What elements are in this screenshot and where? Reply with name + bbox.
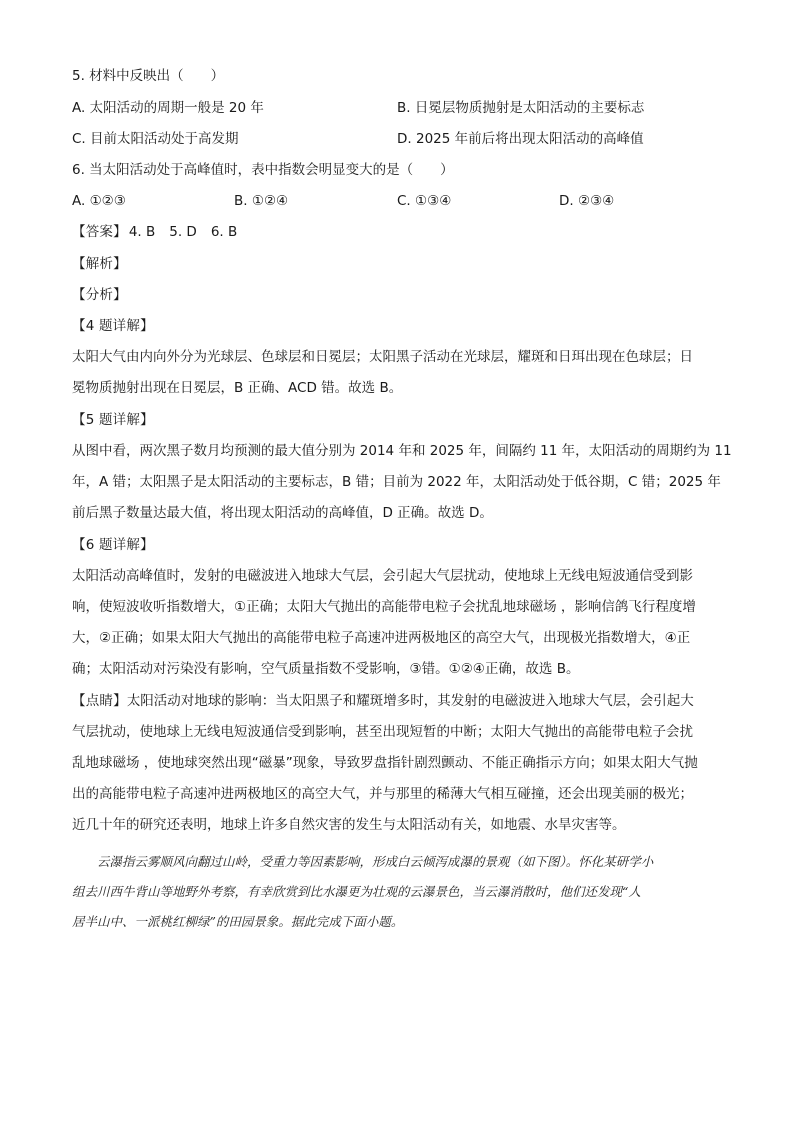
detail-5-line-1: 从图中看，两次黑子数月均预测的最大值分别为 2014 年和 2025 年，间隔约 11 年，太阳活动的周期约为 11 xyxy=(72,443,732,459)
detail-4-line-1: 太阳大气由内向外分为光球层、色球层和日冕层；太阳黑子活动在光球层，耀斑和日珥出现在色球层；日 xyxy=(72,349,693,365)
tip-line-4: 出的高能带电粒子高速冲进两极地区的高空大气，并与那里的稀薄大气相互碰撞，还会出现美丽的极光； xyxy=(72,786,693,802)
answer-item-6: 6. B xyxy=(210,224,238,240)
q6-option-b: B. ①②④ xyxy=(234,193,289,209)
q5-option-d: D. 2025 年前后将出现太阳活动的高峰值 xyxy=(397,131,644,147)
q5-option-c: C. 目前太阳活动处于高发期 xyxy=(72,131,239,147)
detail-6-line-1: 太阳活动高峰值时，发射的电磁波进入地球大气层，会引起大气层扰动，使地球上无线电短波通信受到影 xyxy=(72,568,693,584)
detail-4-label: 【4 题详解】 xyxy=(72,318,154,334)
detail-6-label: 【6 题详解】 xyxy=(72,537,154,553)
q6-option-c: C. ①③④ xyxy=(397,193,452,209)
tip-line-3: 乱地球磁场 ，使地球突然出现“磁暴”现象，导致罗盘指针剧烈颤动、不能正确指示方向；如果太阳大气抛 xyxy=(72,755,698,771)
detail-4-line-2: 冕物质抛射出现在日冕层，B 正确、ACD 错。故选 B。 xyxy=(72,380,403,396)
answer-item-5: 5. D xyxy=(169,224,197,240)
q6-options-row xyxy=(72,191,722,211)
detail-6-line-2: 响，使短波收听指数增大，①正确；太阳大气抛出的高能带电粒子会扰乱地球磁场 ，影响信鸽飞行程度增 xyxy=(72,599,696,615)
detail-5-label: 【5 题详解】 xyxy=(72,412,154,428)
detail-5-line-2: 年，A 错；太阳黑子是太阳活动的主要标志，B 错；目前为 2022 年，太阳活动处于低谷期，C 错；2025 年 xyxy=(72,474,721,490)
q6-option-d: D. ②③④ xyxy=(559,193,615,209)
detail-6-line-3: 大，②正确；如果太阳大气抛出的高能带电粒子高速冲进两极地区的高空大气，出现极光指数增大，④正 xyxy=(72,630,691,646)
tip-line-1 xyxy=(72,691,722,711)
material-line-2: 组去川西牛背山等地野外考察，有幸欣赏到比水瀑更为壮观的云瀑景色，当云瀑消散时，他们还发现“人 xyxy=(72,884,641,899)
q6-stem: 6. 当太阳活动处于高峰值时，表中指数会明显变大的是（ ） xyxy=(72,162,454,178)
tip-line-2: 气层扰动，使地球上无线电短波通信受到影响，甚至出现短暂的中断；太阳大气抛出的高能带电粒子会扰 xyxy=(72,724,693,740)
answer-label: 【答案】 xyxy=(72,224,127,240)
tip-label: 【点睛】 xyxy=(72,693,127,709)
material-line-3: 居半山中、一派桃红柳绿”的田园景象。据此完成下面小题。 xyxy=(72,914,404,929)
answer-line xyxy=(72,222,722,242)
q5-options-row-2 xyxy=(72,129,722,149)
q5-option-a: A. 太阳活动的周期一般是 20 年 xyxy=(72,100,264,116)
q5-options-row-1 xyxy=(72,98,722,118)
q5-stem: 5. 材料中反映出（ ） xyxy=(72,68,225,84)
q6-option-a: A. ①②③ xyxy=(72,193,126,209)
analysis-label: 【解析】 xyxy=(72,256,127,272)
tip-line-5: 近几十年的研究还表明，地球上许多自然灾害的发生与太阳活动有关，如地震、水旱灾害等。 xyxy=(72,817,626,833)
tip-text-1: 太阳活动对地球的影响：当太阳黑子和耀斑增多时，其发射的电磁波进入地球大气层，会引起大 xyxy=(126,693,694,709)
answer-item-4: 4. B xyxy=(128,224,156,240)
detail-6-line-4: 确；太阳活动对污染没有影响，空气质量指数不受影响，③错。①②④正确，故选 B。 xyxy=(72,661,580,677)
detail-5-line-3: 前后黑子数量达最大值，将出现太阳活动的高峰值，D 正确。故选 D。 xyxy=(72,505,493,521)
material-line-1: 云瀑指云雾顺风向翻过山岭，受重力等因素影响，形成白云倾泻成瀑的景观（如下图）。怀化某研学小 xyxy=(72,854,654,869)
q5-option-b: B. 日冕层物质抛射是太阳活动的主要标志 xyxy=(397,100,645,116)
fenxi-label: 【分析】 xyxy=(72,287,127,303)
